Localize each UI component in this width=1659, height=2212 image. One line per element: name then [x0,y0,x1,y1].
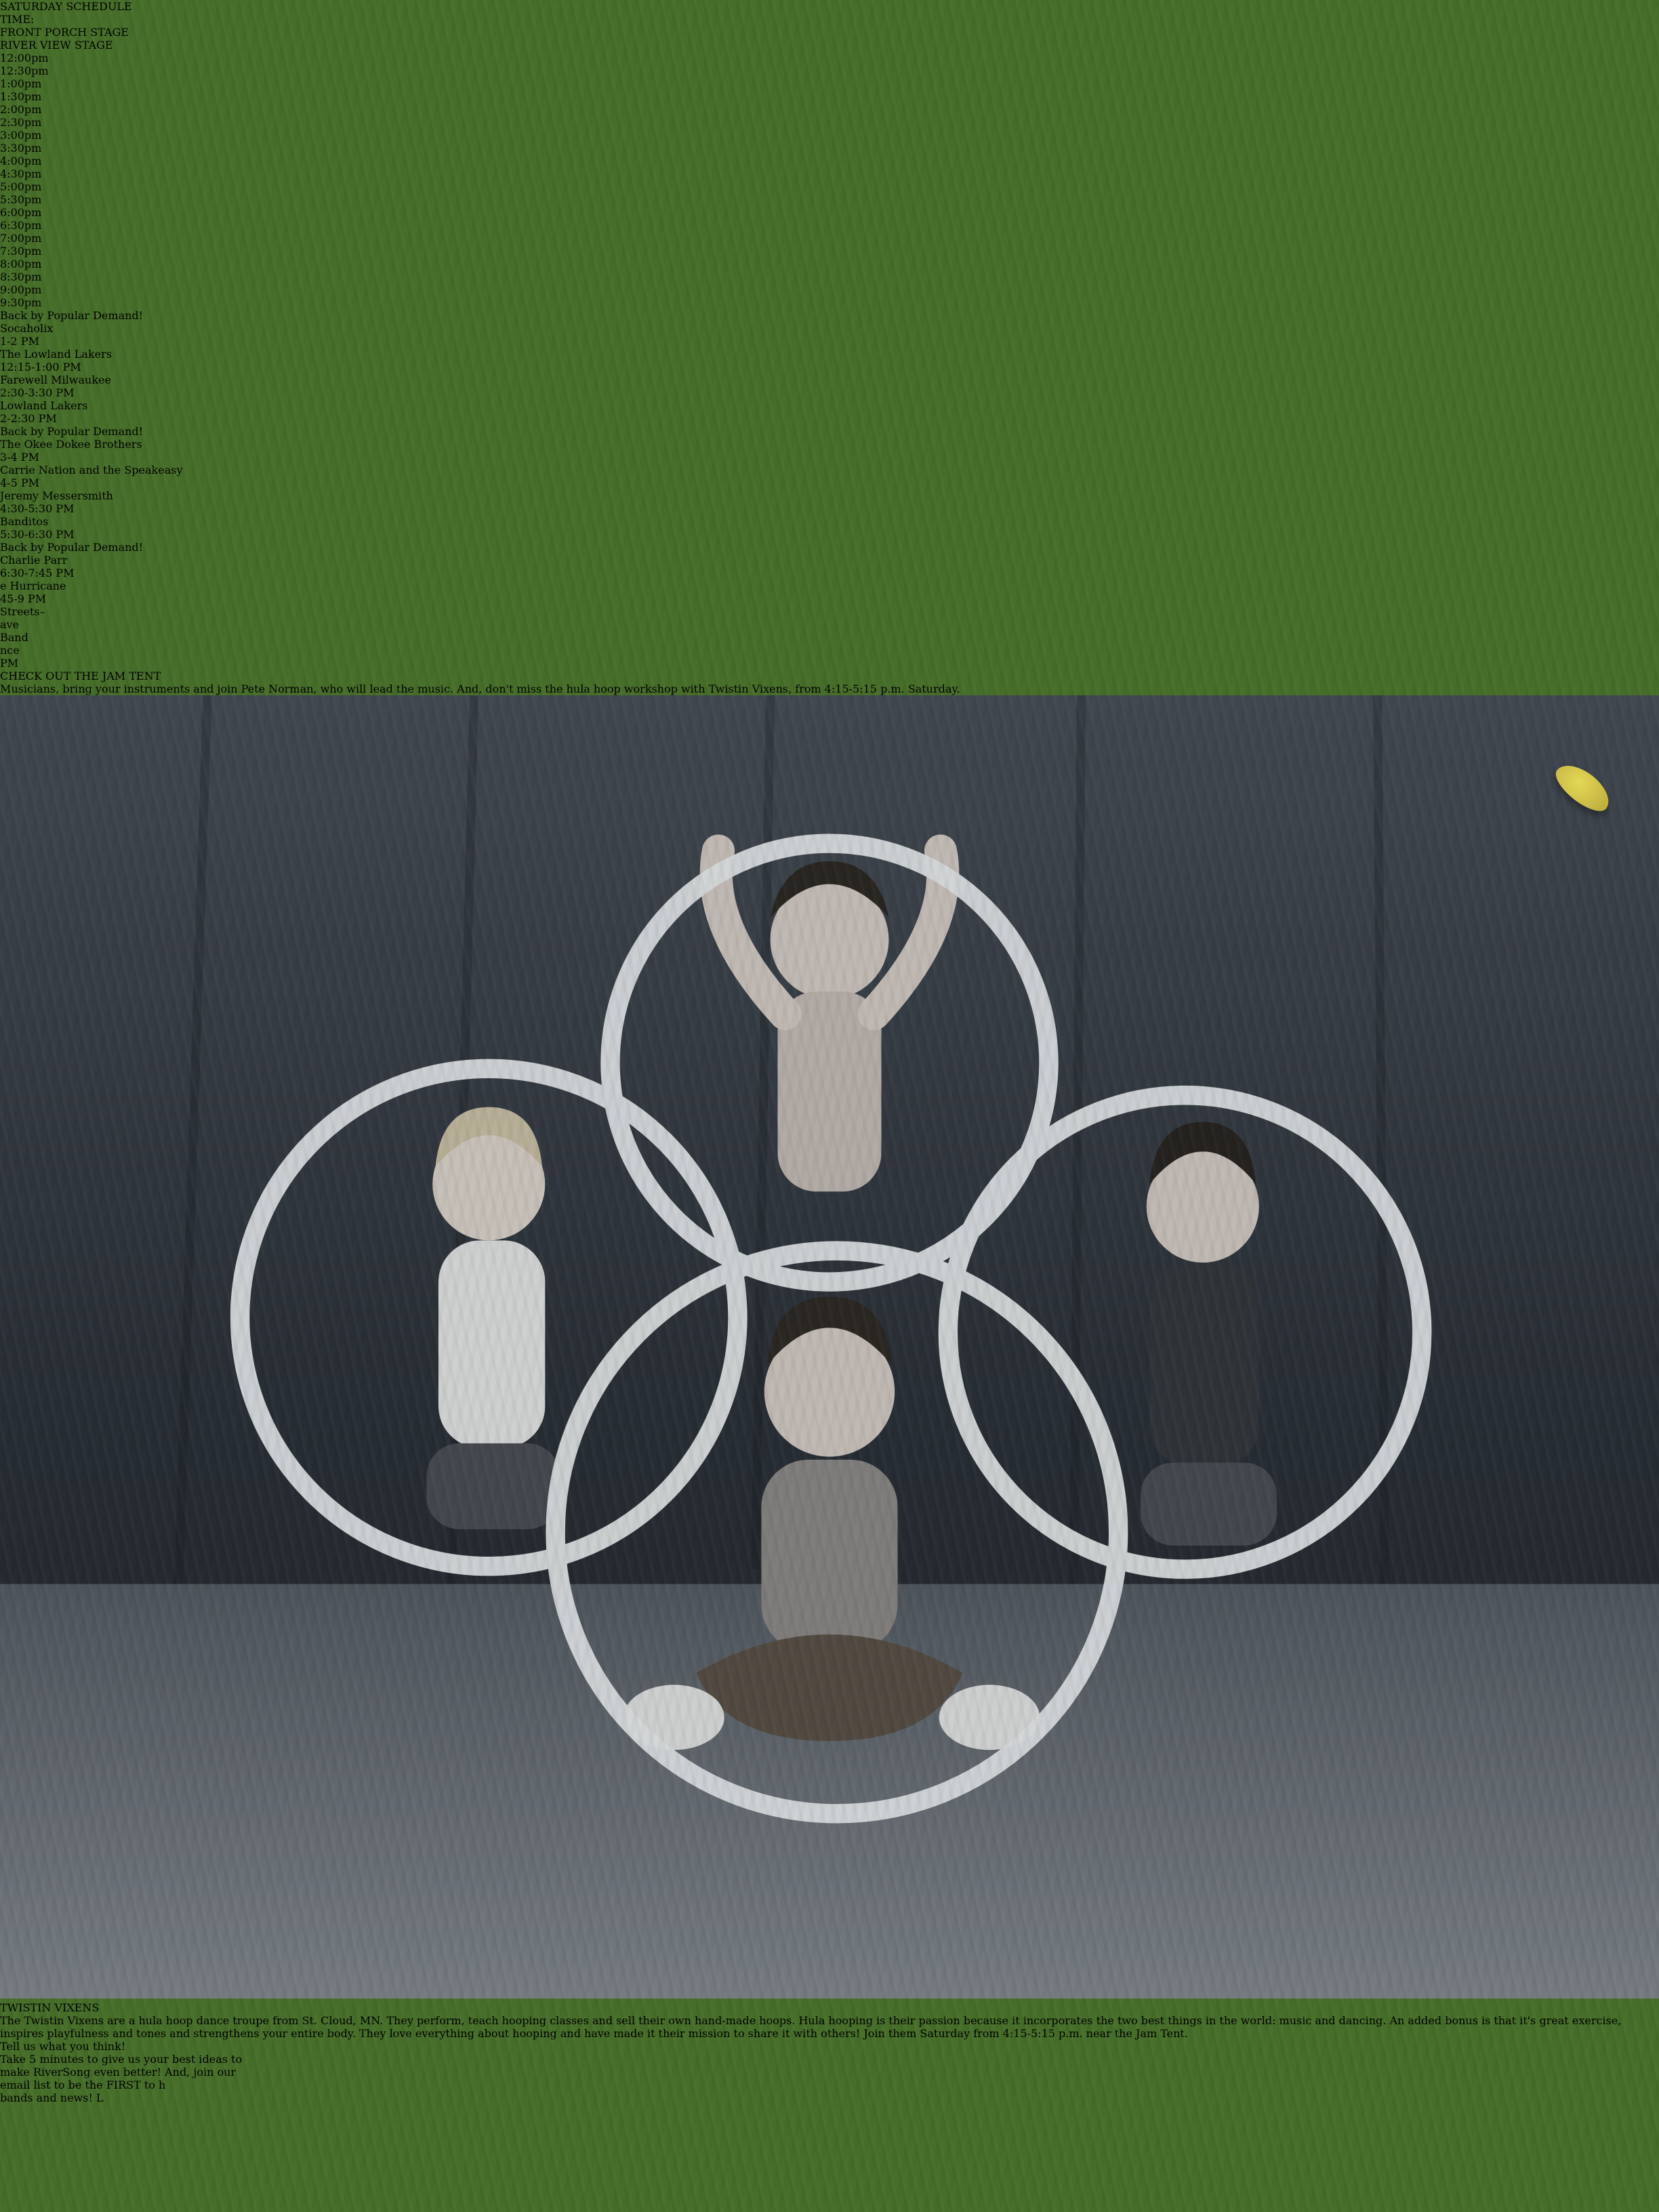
event-time: 3-4 PM [0,451,39,464]
footer-line: email list to be the FIRST to h [0,2078,166,2092]
event-name: Jeremy Messersmith [0,489,113,502]
event-time: 5:30-6:30 PM [0,528,75,541]
footer-line: Take 5 minutes to give us your best ideas to [0,2053,243,2066]
time-label: 5:30pm [0,193,42,206]
event-text-fragment: Streets– [0,605,45,618]
event-name: The Lowland Lakers [0,348,112,361]
back-by-popular-demand-label: Back by Popular Demand! [0,541,144,554]
back-by-popular-demand-label: Back by Popular Demand! [0,309,144,322]
event-text-fragment: ave [0,618,20,631]
back-by-popular-demand-label: Back by Popular Demand! [0,425,144,438]
event-name: Lowland Lakers [0,399,88,412]
event-name: Farewell Milwaukee [0,373,111,386]
time-label: 3:00pm [0,129,42,142]
event-text-fragment: Band [0,631,28,644]
article-headline: CHECK OUT THE JAM TENT [0,670,161,682]
event-time: 6:30-7:45 PM [0,567,75,579]
event-time: 12:15-1:00 PM [0,361,81,373]
event-time: 4:30-5:30 PM [0,502,75,515]
article-intro-paragraph: Musicians, bring your instruments and join Pete Norman, who will lead the music. And, don't miss the hula hoop workshop with Twistin Vixens, from 4:15-5:15 p.m. Saturday. [0,682,960,695]
time-label: 4:30pm [0,167,42,180]
footer-heading: Tell us what you think! [0,2040,126,2053]
section-body-paragraph: The Twistin Vixens are a hula hoop dance troupe from St. Cloud, MN. They perform, teach hooping classes and sell their own hand-made hoops. Hula hooping is their passion because it incorporates the two best things in the world: music and dancing. An added bonus is that it's great exercise, inspires playfulness and tones and strengthens your entire body. They love everything about hooping and have made it their mission to share it with others! Join them Saturday from 4:15-5:15 p.m. near the Jam Tent. [0,2014,1622,2041]
event-time: 1-2 PM [0,335,39,348]
time-label: 2:30pm [0,116,42,129]
holding-thumb [19,2106,175,2212]
time-label: 12:30pm [0,64,49,77]
time-label: 1:30pm [0,90,42,103]
time-label: 12:00pm [0,52,49,64]
event-name: The Okee Dokee Brothers [0,438,142,451]
time-label: 5:00pm [0,180,42,193]
event-time: 4-5 PM [0,476,39,489]
event-time-fragment: 45-9 PM [0,592,47,605]
time-label: 4:00pm [0,155,42,167]
section-heading: TWISTIN VIXENS [0,2001,100,2015]
event-name: Charlie Parr [0,554,68,567]
page-title: SATURDAY SCHEDULE [0,0,132,13]
event-name: Carrie Nation and the Speakeasy [0,464,183,476]
time-column-header: TIME: [0,13,35,26]
time-label: 3:30pm [0,142,42,155]
event-text-fragment: nce [0,644,20,657]
time-label: 1:00pm [0,77,42,90]
event-name: Socaholix [0,322,54,335]
event-time: 2:30-3:30 PM [0,386,75,399]
time-label: 8:00pm [0,258,42,270]
event-time: 2-2:30 PM [0,412,57,425]
time-label: 6:00pm [0,206,42,219]
river-view-stage-header: RIVER VIEW STAGE [0,39,113,52]
front-porch-stage-header: FRONT PORCH STAGE [0,26,129,39]
event-name-fragment: e Hurricane [0,579,66,592]
time-label: 9:30pm [0,296,42,309]
time-label: 7:00pm [0,232,42,245]
footer-line: make RiverSong even better! And, join our [0,2066,237,2079]
time-label: 7:30pm [0,245,42,258]
event-name: Banditos [0,515,49,528]
event-text-fragment: PM [0,657,19,670]
footer-line: bands and news! L [0,2091,104,2105]
time-label: 9:00pm [0,283,42,296]
time-label: 2:00pm [0,103,42,116]
time-label: 6:30pm [0,219,42,232]
time-label: 8:30pm [0,270,42,283]
